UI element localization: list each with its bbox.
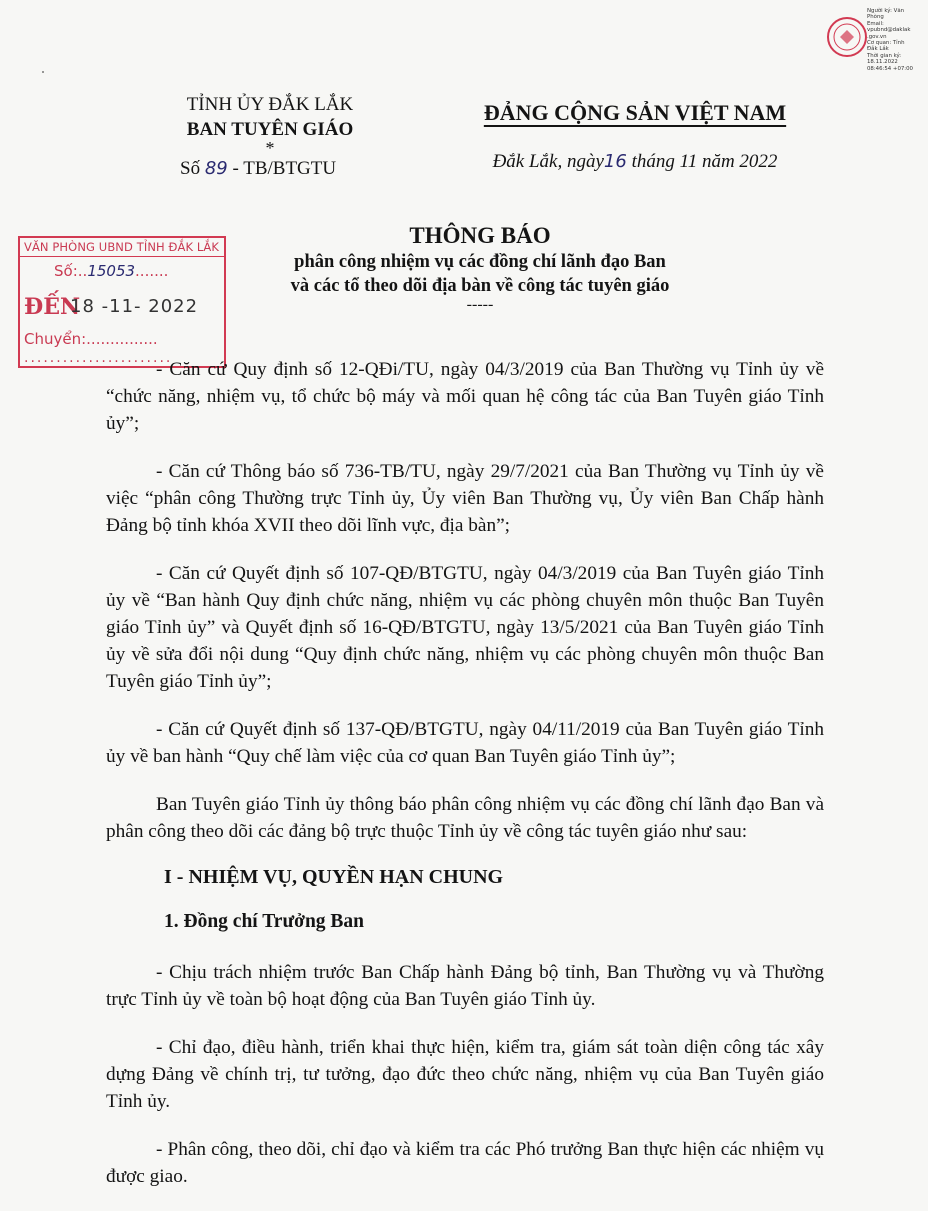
paragraph-announcement: Ban Tuyên giáo Tỉnh ủy thông báo phân công nhiệm vụ các đồng chí lãnh đạo Ban và phân công theo dõi các đảng bộ trực thuộc Tỉnh ủy về công tác tuyên giáo như sau: (106, 794, 824, 842)
document-title-block (230, 222, 730, 312)
paragraph-basis-1: - Căn cứ Quy định số 12-QĐi/TU, ngày 04/3/2019 của Ban Thường vụ Tỉnh ủy về “chức năng, nhiệm vụ, tổ chức bộ máy và mối quan hệ công tác của Ban Tuyên giáo Tỉnh ủy”; (106, 359, 824, 434)
paragraph-basis-3: - Căn cứ Quyết định số 107-QĐ/BTGTU, ngày 04/3/2019 của Ban Tuyên giáo Tỉnh ủy về “Ban hành Quy định chức năng, nhiệm vụ các phòng chuyên môn thuộc Ban Tuyên giáo Tỉnh ủy” và Quyết định số 16-QĐ/BTGTU, ngày 13/5/2021 của Ban Tuyên giáo Tỉnh ủy về sửa đổi nội dung “Quy định chức năng, nhiệm vụ các phòng chuyên môn thuộc Ban Tuyên giáo Tỉnh ủy”; (106, 563, 824, 692)
stamp-so-label: Số: (54, 262, 78, 280)
stamp-chuyen-label: Chuyển: (24, 330, 87, 348)
subsection-heading-1: 1. Đồng chí Trưởng Ban (164, 911, 365, 932)
sig-line: 18.11.2022 (867, 59, 898, 66)
stamp-so-value: 15053 (87, 262, 136, 280)
received-stamp (18, 236, 226, 368)
title-separator: ----- (466, 296, 494, 313)
org-line-1: TỈNH ỦY ĐẮK LẮK (186, 94, 354, 115)
paragraph-basis-2: - Căn cứ Thông báo số 736-TB/TU, ngày 29/7/2021 của Ban Thường vụ Tỉnh ủy về việc “phân công Thường trực Tỉnh ủy, Ủy viên Ban Thường vụ, Ủy viên Ban Chấp hành Đảng bộ tỉnh khóa XVII theo dõi lĩnh vực, địa bàn”; (106, 461, 824, 536)
stamp-date: 18 -11- 2022 (70, 296, 199, 317)
title-subline-2: và các tổ theo dõi địa bàn về công tác tuyên giáo (290, 276, 670, 296)
stamp-den-label: ĐẾN (24, 294, 81, 320)
sig-line: Email: (867, 20, 884, 27)
sig-line: .gov.vn (867, 33, 887, 40)
document-body (106, 356, 824, 1211)
stamp-dots: ....................... (24, 350, 173, 366)
number-handwritten: 89 (204, 158, 228, 179)
date-suffix: tháng 11 năm 2022 (631, 151, 778, 172)
party-header (465, 100, 805, 173)
sig-line: Đắk Lắk (867, 46, 889, 53)
party-name: ĐẢNG CỘNG SẢN VIỆT NAM (483, 100, 787, 125)
date-day: 16 (603, 151, 627, 172)
number-prefix: Số (180, 158, 201, 179)
issuing-organization (150, 92, 390, 184)
paragraph-duty-1: - Chịu trách nhiệm trước Ban Chấp hành Đảng bộ tỉnh, Ban Thường vụ và Thường trực Tỉnh ủy về toàn bộ hoạt động của Ban Tuyên giáo Tỉnh ủy. (106, 962, 824, 1010)
document-number (180, 154, 390, 184)
scan-speck (40, 62, 46, 68)
sig-line: Người ký: Văn (867, 8, 905, 14)
sig-line: vpubnd@daklak (867, 27, 911, 34)
title-subline-1: phân công nhiệm vụ các đồng chí lãnh đạo Ban (294, 252, 666, 272)
paragraph-duty-2: - Chỉ đạo, điều hành, triển khai thực hiện, kiểm tra, giám sát toàn diện công tác xây dựng Đảng về chính trị, tư tưởng, đạo đức theo chức năng, nhiệm vụ của Ban Tuyên giáo Tỉnh ủy. (106, 1037, 824, 1112)
paragraph-duty-3: - Phân công, theo dõi, chỉ đạo và kiểm tra các Phó trưởng Ban thực hiện các nhiệm vụ được giao. (106, 1139, 824, 1187)
sig-line: Thời gian ký: (867, 52, 902, 59)
org-star: * (265, 138, 275, 158)
section-heading-1: I - NHIỆM VỤ, QUYỀN HẠN CHUNG (164, 866, 504, 888)
stamp-office: VĂN PHÒNG UBND TỈNH ĐẮK LẮK (20, 238, 224, 257)
sig-line: Phòng (867, 14, 884, 21)
sig-line: Cơ quan: Tỉnh (867, 40, 905, 47)
org-line-2: BAN TUYÊN GIÁO (186, 119, 354, 140)
stamp-number-row: Số:..15053....... (54, 262, 169, 280)
stamp-chuyen: Chuyển:............... (24, 330, 158, 348)
document-date (465, 151, 805, 173)
signature-seal (826, 16, 868, 58)
paragraph-basis-4: - Căn cứ Quyết định số 137-QĐ/BTGTU, ngày 04/11/2019 của Ban Tuyên giáo Tỉnh ủy về ban hành “Quy chế làm việc của cơ quan Ban Tuyên giáo Tỉnh ủy”; (106, 719, 824, 767)
document-title: THÔNG BÁO (409, 223, 551, 248)
number-suffix: - TB/BTGTU (232, 158, 337, 179)
sig-line: 08:46:54 +07:00 (867, 65, 913, 72)
date-prefix: Đắk Lắk, ngày (492, 151, 604, 172)
digital-signature-info (867, 8, 923, 72)
